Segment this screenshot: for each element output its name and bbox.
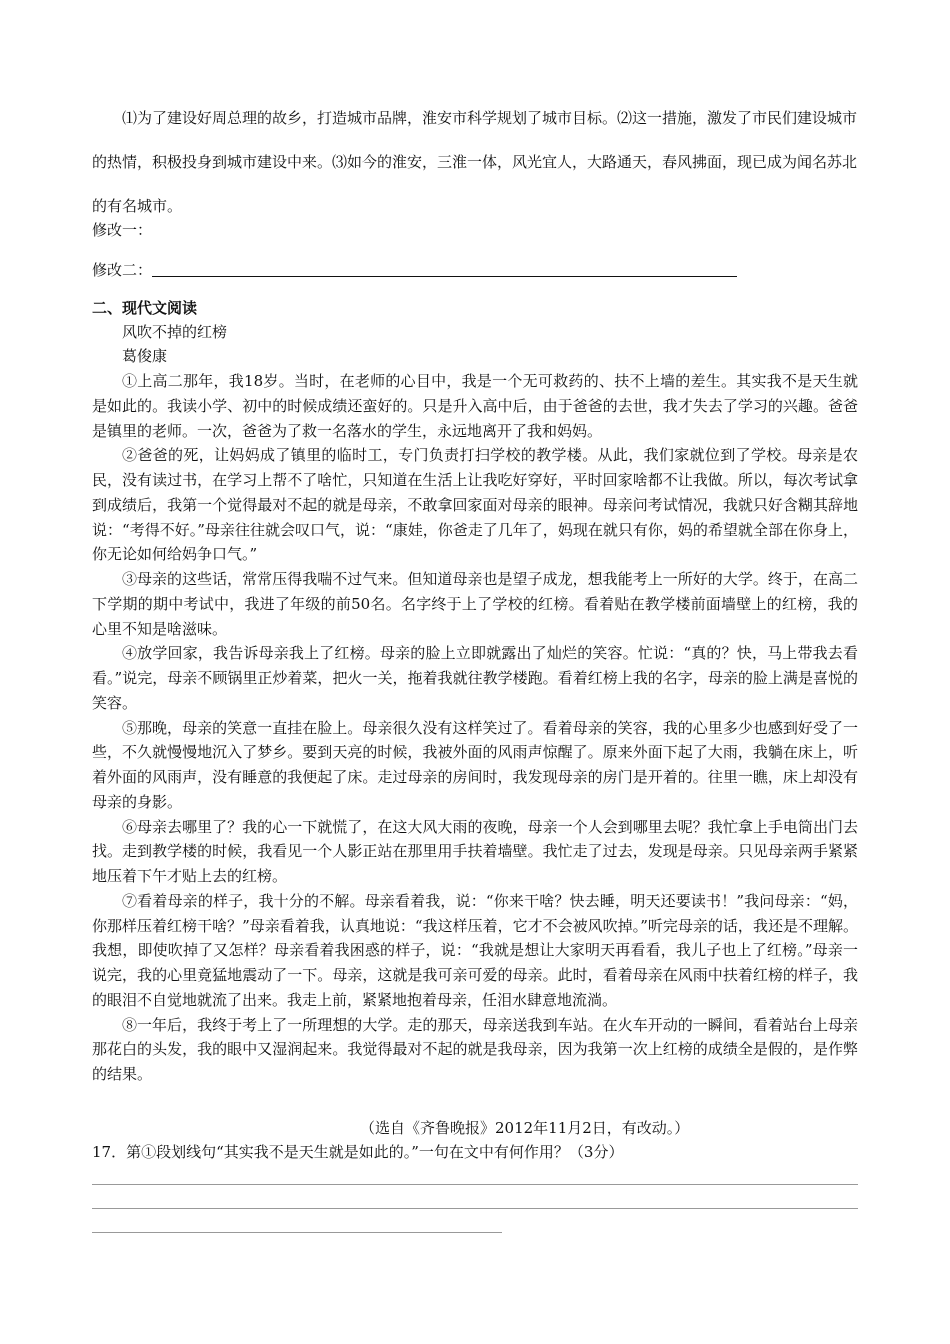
article-paragraph: ⑤那晚，母亲的笑意一直挂在脸上。母亲很久没有这样笑过了。看着母亲的笑容，我的心里多少也感到好受了一些，不久就慢慢地沉入了梦乡。要到天亮的时候，我被外面的风雨声惊醒了。原来外面下起了大雨，我躺在床上，听着外面的风雨声，没有睡意的我便起了床。走过母亲的房间时，我发现母亲的房门是开着的。往里一瞧，床上却没有母亲的身影。	[92, 718, 858, 811]
article-paragraph: ①上高二那年，我18岁。当时，在老师的心目中，我是一个无可救药的、扶不上墙的差生。其实我不是天生就是如此的。我读小学、初中的时候成绩还蛮好的。只是升入高中后，由于爸爸的去世，我才失去了学习的兴趣。爸爸是镇里的老师。一次，爸爸为了救一名落水的学生，永远地离开了我和妈妈。	[92, 372, 858, 440]
article-paragraph: ⑥母亲去哪里了？我的心一下就慌了，在这大风大雨的夜晚，母亲一个人会到哪里去呢？我忙拿上手电筒出门去找。走到教学楼的时候，我看见一个人影正站在那里用手扶着墙壁。我忙走了过去，发现是母亲。只见母亲两手紧紧地压着下午才贴上去的红榜。	[92, 817, 858, 885]
article-paragraph: ⑦看着母亲的样子，我十分的不解。母亲看着我，说：“你来干啥？快去睡，明天还要读书！”我问母亲：“妈，你那样压着红榜干啥？”母亲看着我，认真地说：“我这样压着，它才不会被风吹掉。”听完母亲的话，我还是不理解。我想，即使吹掉了又怎样？母亲看着我困惑的样子，说：“我就是想让大家明天再看看，我儿子也上了红榜。”母亲一说完，我的心里竟猛地震动了一下。母亲，这就是我可亲可爱的母亲。此时，看着母亲在风雨中扶着红榜的样子，我的眼泪不自觉地就流了出来。我走上前，紧紧地抱着母亲，任泪水肆意地流淌。	[92, 891, 858, 1009]
article-paragraph: ③母亲的这些话，常常压得我喘不过气来。但知道母亲也是望子成龙，想我能考上一所好的大学。终于，在高二下学期的期中考试中，我进了年级的前50名。名字终于上了学校的红榜。看着贴在教学楼前面墙壁上的红榜，我的心里不知是啥滋味。	[92, 570, 858, 638]
article-paragraph: ⑧一年后，我终于考上了一所理想的大学。走的那天，母亲送我到车站。在火车开动的一瞬间，看着站台上母亲那花白的头发，我的眼中又湿润起来。我觉得最对不起的就是我母亲，因为我第一次上红榜的成绩全是假的，是作弊的结果。	[92, 1015, 858, 1083]
edit-two-answer-blank[interactable]	[152, 260, 737, 277]
edit-two-line	[92, 258, 858, 282]
article-title: 风吹不掉的红榜	[122, 323, 228, 341]
article-paragraph: ②爸爸的死，让妈妈成了镇里的临时工，专门负责打扫学校的教学楼。从此，我们家就位到了学校。母亲是农民，没有读过书，在学习上帮不了啥忙，只知道在生活上让我吃好穿好，平时回家啥都不让我做。所以，每次考试拿到成绩后，我第一个觉得最对不起的就是母亲，不敢拿回家面对母亲的眼神。母亲问考试情况，我就只好含糊其辞地说：“考得不好。”母亲往往就会叹口气，说：“康娃，你爸走了几年了，妈现在就只有你，妈的希望就全部在你身上，你无论如何给妈争口气。”	[92, 446, 858, 564]
edit-one-label: 修改一：	[92, 221, 153, 239]
section-heading: 二、现代文阅读	[92, 299, 198, 317]
article-body	[92, 369, 858, 1087]
edit-one-line	[92, 218, 858, 242]
question-17: 17．第①段划线句“其实我不是天生就是如此的。”一句在文中有何作用？（3分）	[92, 1143, 624, 1161]
article-author: 葛俊康	[122, 347, 168, 365]
article-paragraph: ④放学回家，我告诉母亲我上了红榜。母亲的脸上立即就露出了灿烂的笑容。忙说：“真的？快，马上带我去看看。”说完，母亲不顾锅里正炒着菜，把火一关，拖着我就往教学楼跑。看着红榜上我的名字，母亲的脸上满是喜悦的笑容。	[92, 644, 858, 712]
intro-paragraph: ⑴为了建设好周总理的故乡，打造城市品牌，淮安市科学规划了城市目标。⑵这一措施，激发了市民们建设城市的热情，积极投身到城市建设中来。⑶如今的淮安，三淮一体，风光宜人，大路通天，春风拂面，现已成为闻名苏北的有名城市。	[92, 109, 858, 215]
edit-two-label: 修改二：	[92, 261, 153, 279]
article-source: （选自《齐鲁晚报》2012年11月2日，有改动。）	[360, 1119, 690, 1137]
answer-line[interactable]	[92, 1232, 502, 1233]
answer-line[interactable]	[92, 1208, 858, 1209]
answer-line[interactable]	[92, 1184, 858, 1185]
